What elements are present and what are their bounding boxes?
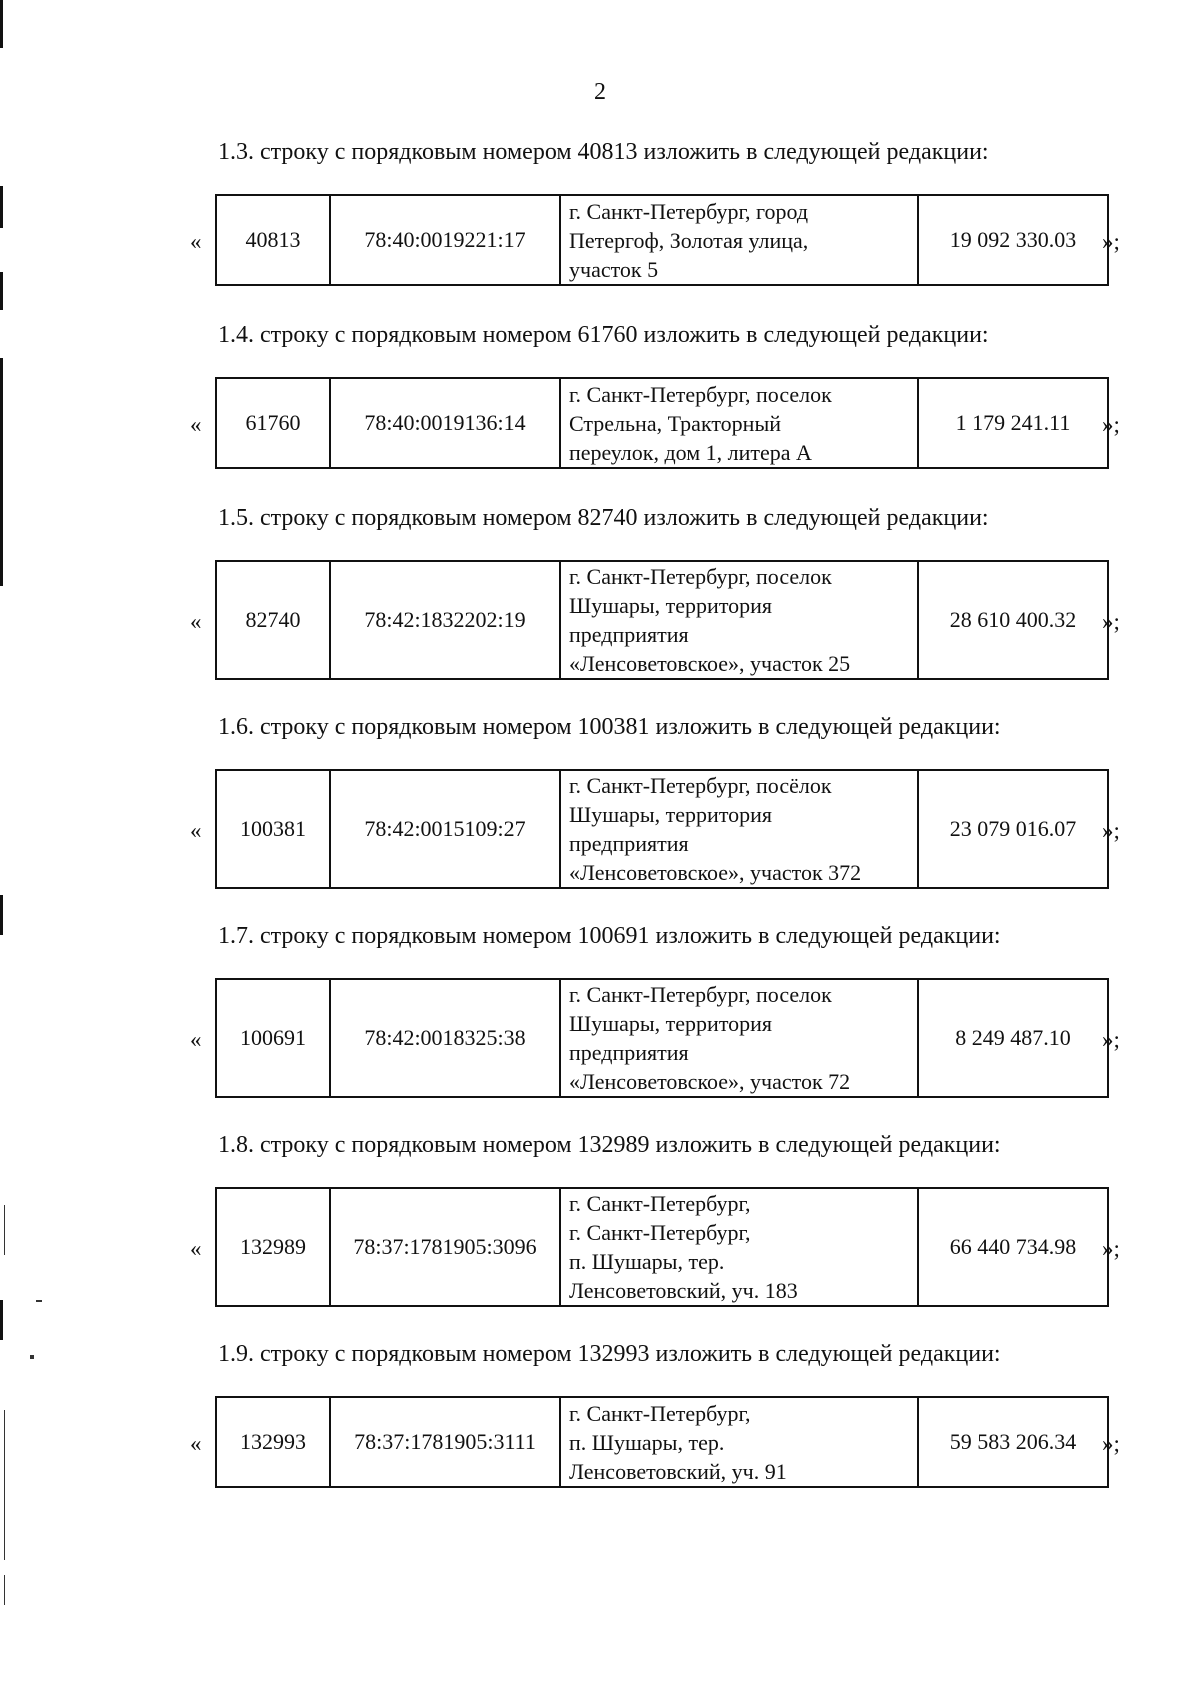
address-cell	[560, 195, 918, 285]
cadastral-number: 78:42:0018325:38	[330, 979, 560, 1097]
scan-artifact	[0, 895, 3, 935]
address-cell	[560, 1397, 918, 1487]
table-row	[216, 979, 1108, 1097]
address-line: «Ленсоветовское», участок 72	[569, 1069, 851, 1094]
address-cell	[560, 561, 918, 679]
cadastral-number: 78:42:1832202:19	[330, 561, 560, 679]
address-line: Шушары, территория	[569, 802, 773, 827]
row-number: 132989	[216, 1188, 330, 1306]
close-quote: »;	[1102, 609, 1120, 634]
close-quote: »;	[1102, 229, 1120, 254]
cadastral-value: 28 610 400.32	[918, 561, 1108, 679]
address-line: п. Шушары, тер.	[569, 1429, 725, 1455]
scan-artifact	[0, 272, 3, 310]
address-line: Шушары, территория	[569, 593, 773, 618]
address-line: г. Санкт-Петербург,	[569, 1191, 751, 1216]
scan-artifact	[4, 1410, 5, 1560]
row-number: 82740	[216, 561, 330, 679]
close-quote: »;	[1102, 1027, 1120, 1052]
cadastral-value: 59 583 206.34	[918, 1397, 1108, 1487]
address-line: п. Шушары, тер.	[569, 1249, 725, 1274]
address-line: «Ленсоветовское», участок 25	[569, 651, 851, 676]
row-number: 40813	[216, 195, 330, 285]
table-row	[216, 1397, 1108, 1487]
row-number: 61760	[216, 378, 330, 468]
cadastral-value: 66 440 734.98	[918, 1188, 1108, 1306]
address-line: г. Санкт-Петербург, поселок	[569, 564, 832, 589]
address-line: переулок, дом 1, литера А	[569, 439, 812, 465]
scan-artifact	[4, 1205, 5, 1255]
open-quote: «	[190, 1027, 202, 1052]
open-quote: «	[190, 1236, 202, 1261]
open-quote: «	[190, 1431, 202, 1456]
open-quote: «	[190, 229, 202, 254]
row-number: 100381	[216, 770, 330, 888]
cadastral-number: 78:40:0019136:14	[330, 378, 560, 468]
close-quote: »;	[1102, 1431, 1120, 1456]
cadastral-value: 23 079 016.07	[918, 770, 1108, 888]
open-quote: «	[190, 609, 202, 634]
address-cell	[560, 979, 918, 1097]
address-line: предприятия	[569, 1040, 689, 1065]
entry-table	[215, 560, 1109, 680]
cadastral-value: 8 249 487.10	[918, 979, 1108, 1097]
address-line: Ленсоветовский, уч. 91	[569, 1458, 787, 1484]
address-line: участок 5	[569, 256, 659, 282]
address-line: г. Санкт-Петербург, посёлок	[569, 773, 832, 798]
table-row	[216, 378, 1108, 468]
table-row	[216, 770, 1108, 888]
close-quote: »;	[1102, 1236, 1120, 1261]
section-heading: 1.8. строку с порядковым номером 132989 изложить в следующей редакции:	[218, 1132, 1001, 1158]
table-row	[216, 195, 1108, 285]
section-heading: 1.3. строку с порядковым номером 40813 изложить в следующей редакции:	[218, 139, 989, 165]
address-line: г. Санкт-Петербург,	[569, 1400, 751, 1426]
entry-table	[215, 194, 1109, 286]
cadastral-number: 78:37:1781905:3111	[330, 1397, 560, 1487]
row-number: 132993	[216, 1397, 330, 1487]
scan-artifact	[0, 186, 3, 228]
section-heading: 1.5. строку с порядковым номером 82740 изложить в следующей редакции:	[218, 505, 989, 531]
cadastral-value: 19 092 330.03	[918, 195, 1108, 285]
scan-artifact	[30, 1355, 34, 1359]
scan-artifact	[0, 1300, 3, 1340]
close-quote: »;	[1102, 412, 1120, 437]
address-line: Шушары, территория	[569, 1011, 773, 1036]
address-line: г. Санкт-Петербург, город	[569, 198, 809, 224]
open-quote: «	[190, 412, 202, 437]
cadastral-number: 78:42:0015109:27	[330, 770, 560, 888]
entry-table	[215, 978, 1109, 1098]
section-heading: 1.7. строку с порядковым номером 100691 изложить в следующей редакции:	[218, 923, 1001, 949]
address-line: Петергоф, Золотая улица,	[569, 227, 809, 253]
entry-table	[215, 769, 1109, 889]
entry-table	[215, 1187, 1109, 1307]
address-cell	[560, 1188, 918, 1306]
address-cell	[560, 770, 918, 888]
scan-artifact	[0, 358, 3, 586]
address-line: г. Санкт-Петербург, поселок	[569, 982, 832, 1007]
address-line: г. Санкт-Петербург,	[569, 1220, 751, 1245]
cadastral-value: 1 179 241.11	[918, 378, 1108, 468]
address-line: предприятия	[569, 622, 689, 647]
cadastral-number: 78:37:1781905:3096	[330, 1188, 560, 1306]
close-quote: »;	[1102, 818, 1120, 843]
scan-artifact	[4, 1575, 5, 1605]
section-heading: 1.9. строку с порядковым номером 132993 изложить в следующей редакции:	[218, 1341, 1001, 1367]
table-row	[216, 561, 1108, 679]
scan-artifact	[0, 0, 3, 48]
address-line: г. Санкт-Петербург, поселок	[569, 381, 832, 407]
row-number: 100691	[216, 979, 330, 1097]
address-line: Ленсоветовский, уч. 183	[569, 1278, 798, 1303]
cadastral-number: 78:40:0019221:17	[330, 195, 560, 285]
section-heading: 1.4. строку с порядковым номером 61760 изложить в следующей редакции:	[218, 322, 989, 348]
entry-table	[215, 1396, 1109, 1488]
page-number: 2	[594, 79, 606, 105]
scan-artifact	[36, 1300, 42, 1302]
entry-table	[215, 377, 1109, 469]
table-row	[216, 1188, 1108, 1306]
address-line: «Ленсоветовское», участок 372	[569, 860, 862, 885]
address-line: предприятия	[569, 831, 689, 856]
open-quote: «	[190, 818, 202, 843]
address-line: Стрельна, Тракторный	[569, 410, 781, 436]
section-heading: 1.6. строку с порядковым номером 100381 изложить в следующей редакции:	[218, 714, 1001, 740]
address-cell	[560, 378, 918, 468]
